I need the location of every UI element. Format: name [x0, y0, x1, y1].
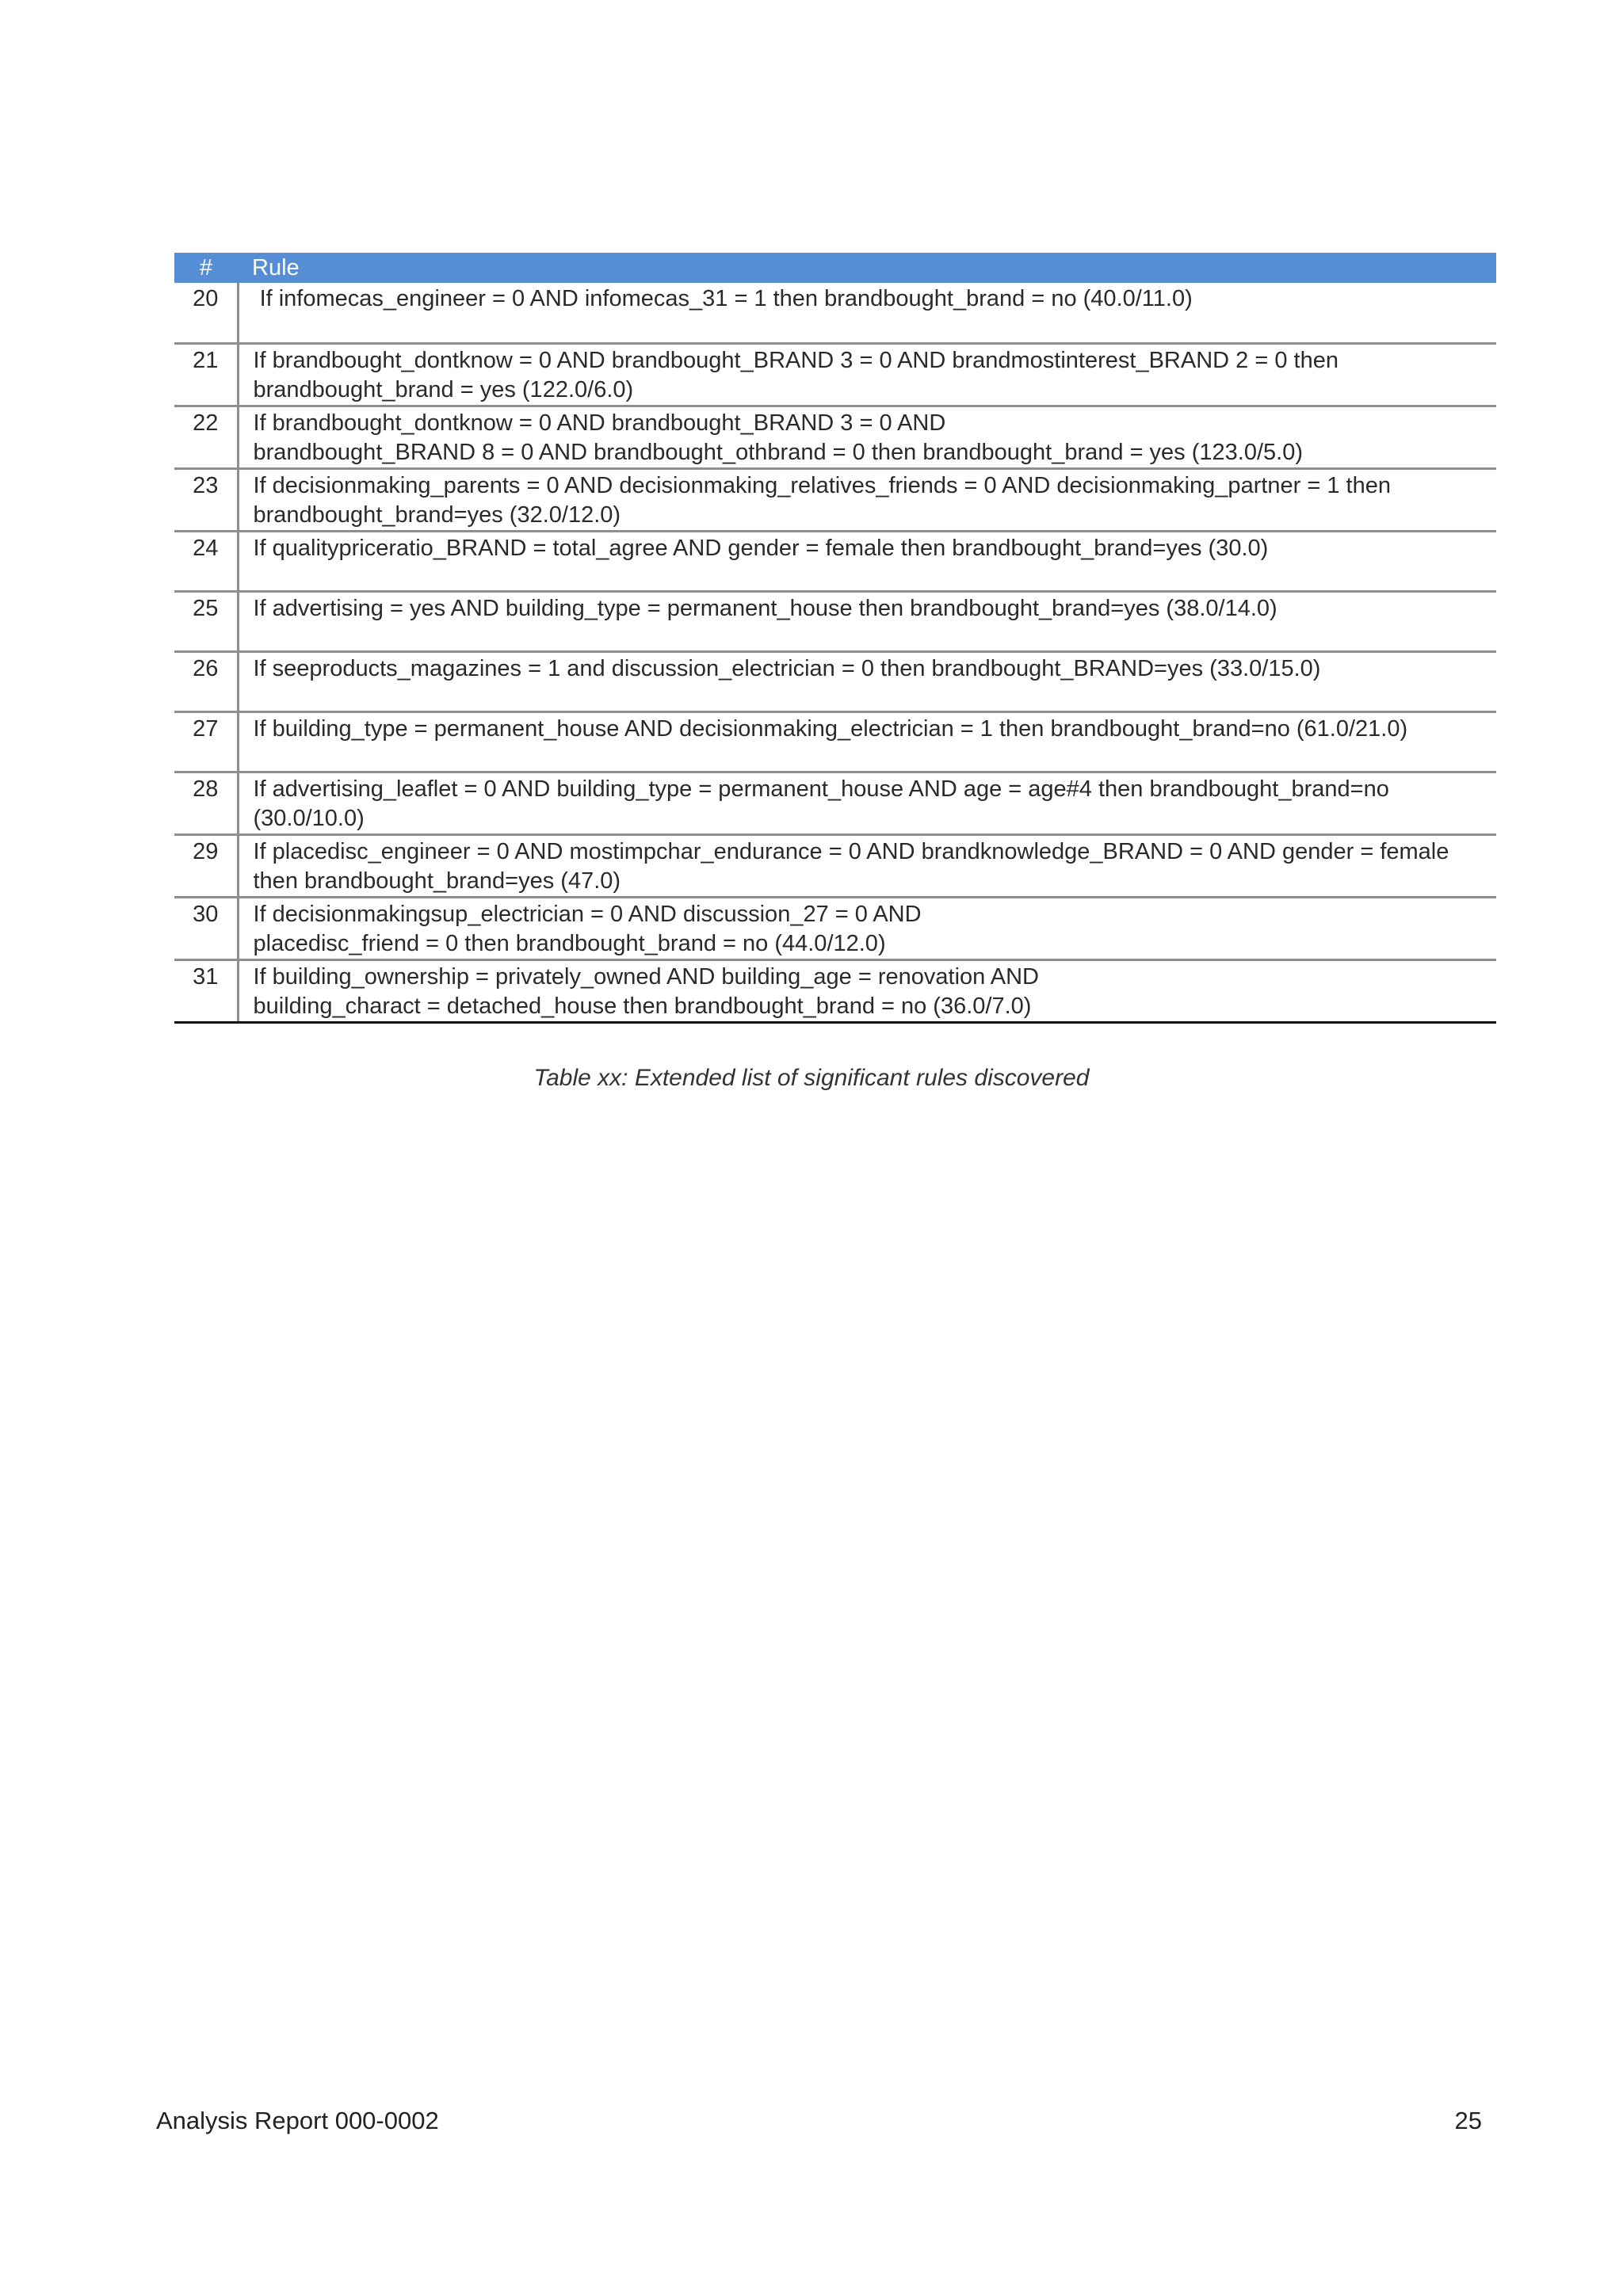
rule-text: If building_ownership = privately_owned AND building_age = renovation AND building_charact = detached_house then brandbought_brand = no (36.0/7.0) — [238, 959, 1496, 1022]
table-header — [174, 253, 1496, 283]
table-row — [174, 591, 1496, 651]
table-row — [174, 343, 1496, 406]
column-header-number: # — [174, 253, 238, 283]
table-row — [174, 897, 1496, 959]
rule-text: If advertising_leaflet = 0 AND building_type = permanent_house AND age = age#4 then brandbought_brand=no (30.0/10.0) — [238, 772, 1496, 834]
rule-number: 24 — [174, 531, 238, 591]
rule-text: If brandbought_dontknow = 0 AND brandbought_BRAND 3 = 0 AND brandmostinterest_BRAND 2 = 0 then brandbought_brand = yes (122.0/6.0) — [238, 343, 1496, 406]
rule-text: If building_type = permanent_house AND decisionmaking_electrician = 1 then brandbought_brand=no (61.0/21.0) — [238, 711, 1496, 772]
rule-number: 28 — [174, 772, 238, 834]
rule-number: 29 — [174, 834, 238, 897]
rule-number: 23 — [174, 468, 238, 531]
rule-text: If decisionmaking_parents = 0 AND decisionmaking_relatives_friends = 0 AND decisionmaking_partner = 1 then brandbought_brand=yes (32.0/12.0) — [238, 468, 1496, 531]
table-body — [174, 283, 1496, 1022]
rule-number: 20 — [174, 283, 238, 343]
header-row — [174, 253, 1496, 283]
rule-text: If seeproducts_magazines = 1 and discussion_electrician = 0 then brandbought_BRAND=yes (33.0/15.0) — [238, 651, 1496, 711]
rule-text: If placedisc_engineer = 0 AND mostimpchar_endurance = 0 AND brandknowledge_BRAND = 0 AND gender = female then brandbought_brand=yes (47.0) — [238, 834, 1496, 897]
column-header-rule: Rule — [238, 253, 1496, 283]
rule-number: 31 — [174, 959, 238, 1022]
rule-number: 22 — [174, 406, 238, 468]
rules-table — [174, 253, 1496, 1024]
table-row — [174, 711, 1496, 772]
rule-number: 27 — [174, 711, 238, 772]
rule-number: 30 — [174, 897, 238, 959]
rule-text: If brandbought_dontknow = 0 AND brandbought_BRAND 3 = 0 AND brandbought_BRAND 8 = 0 AND brandbought_othbrand = 0 then brandbought_brand = yes (123.0/5.0) — [238, 406, 1496, 468]
rule-text: If decisionmakingsup_electrician = 0 AND discussion_27 = 0 AND placedisc_friend = 0 then brandbought_brand = no (44.0/12.0) — [238, 897, 1496, 959]
rule-number: 26 — [174, 651, 238, 711]
table-caption: Table xx: Extended list of significant rules discovered — [533, 1065, 1090, 1091]
rule-number: 21 — [174, 343, 238, 406]
table-row — [174, 406, 1496, 468]
rule-text: If qualitypriceratio_BRAND = total_agree AND gender = female then brandbought_brand=yes (30.0) — [238, 531, 1496, 591]
table-row — [174, 651, 1496, 711]
table-row — [174, 468, 1496, 531]
table-row — [174, 283, 1496, 343]
rule-text: If advertising = yes AND building_type = permanent_house then brandbought_brand=yes (38.0/14.0) — [238, 591, 1496, 651]
rule-text: If infomecas_engineer = 0 AND infomecas_31 = 1 then brandbought_brand = no (40.0/11.0) — [238, 283, 1496, 343]
table-row — [174, 959, 1496, 1022]
table-row — [174, 834, 1496, 897]
footer-report-name: Analysis Report 000-0002 — [156, 2107, 439, 2134]
table-row — [174, 772, 1496, 834]
rule-number: 25 — [174, 591, 238, 651]
footer-page-number: 25 — [1454, 2107, 1482, 2134]
table-row — [174, 531, 1496, 591]
